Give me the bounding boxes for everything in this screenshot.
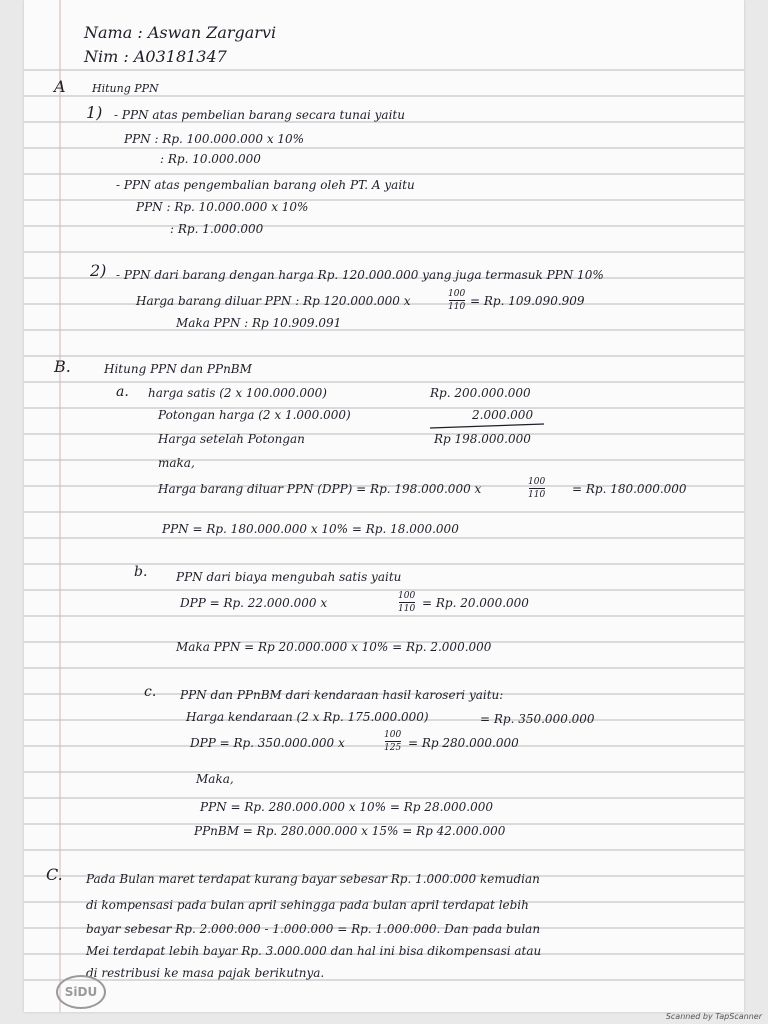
section-a-letter: A: [54, 77, 66, 96]
section-a-title: Hitung PPN: [92, 82, 159, 95]
section-b-letter: B.: [54, 357, 71, 376]
ba-dpp-left: Harga barang diluar PPN (DPP) = Rp. 198.000.000 x: [158, 482, 482, 496]
student-id: Nim : A03181347: [84, 47, 227, 66]
section-c-line1: Pada Bulan maret terdapat kurang bayar sebesar Rp. 1.000.000 kemudian: [86, 872, 540, 886]
ba-row2-value: 2.000.000: [472, 408, 534, 422]
bb-maka: Maka PPN = Rp 20.000.000 x 10% = Rp. 2.000.000: [176, 640, 492, 654]
bc-fraction-num: 100: [384, 730, 402, 740]
bb-dpp-right: = Rp. 20.000.000: [422, 596, 529, 610]
a2-number: 2): [90, 261, 107, 280]
a1-calc1: PPN : Rp. 100.000.000 x 10%: [124, 132, 305, 146]
ba-fraction-num: 100: [528, 477, 546, 487]
a2-calc-left: Harga barang diluar PPN : Rp 120.000.000 x: [136, 294, 411, 308]
bc-title: PPN dan PPnBM dari kendaraan hasil karoseri yaitu:: [180, 688, 504, 702]
ba-label: a.: [116, 384, 129, 400]
student-name: Nama : Aswan Zargarvi: [84, 23, 277, 42]
ba-fraction-den: 110: [528, 490, 546, 500]
bc-ppnbm: PPnBM = Rp. 280.000.000 x 15% = Rp 42.000.000: [194, 824, 506, 838]
ba-row1-label: harga satis (2 x 100.000.000): [148, 386, 327, 400]
a2-fraction-den: 110: [448, 302, 466, 312]
bb-title: PPN dari biaya mengubah satis yaitu: [176, 570, 402, 584]
section-b-title: Hitung PPN dan PPnBM: [104, 362, 252, 376]
ba-row2-label: Potongan harga (2 x 1.000.000): [158, 408, 351, 422]
a1-number: 1): [86, 103, 103, 122]
bb-fraction-num: 100: [398, 591, 416, 601]
a2-result: Maka PPN : Rp 10.909.091: [176, 316, 342, 330]
ba-ppn: PPN = Rp. 180.000.000 x 10% = Rp. 18.000.000: [162, 522, 459, 536]
a1-calc2: PPN : Rp. 10.000.000 x 10%: [136, 200, 309, 214]
a1-line1: - PPN atas pembelian barang secara tunai yaitu: [114, 108, 405, 122]
bb-fraction: [398, 591, 415, 614]
ba-maka: maka,: [158, 456, 195, 470]
a2-line1: - PPN dari barang dengan harga Rp. 120.000.000 yang juga termasuk PPN 10%: [116, 268, 604, 282]
ba-row1-value: Rp. 200.000.000: [430, 386, 531, 400]
section-c-line5: di restribusi ke masa pajak berikutnya.: [86, 966, 325, 980]
ba-dpp-right: = Rp. 180.000.000: [572, 482, 687, 496]
bc-label: c.: [144, 684, 157, 700]
bc-ppn: PPN = Rp. 280.000.000 x 10% = Rp 28.000.000: [200, 800, 494, 814]
bb-fraction-den: 110: [398, 604, 416, 614]
section-c-line4: Mei terdapat lebih bayar Rp. 3.000.000 dan hal ini bisa dikompensasi atau: [86, 944, 542, 958]
sidu-logo: SiDU: [56, 975, 106, 1009]
bc-maka: Maka,: [196, 772, 234, 786]
a2-calc-right: = Rp. 109.090.909: [470, 294, 585, 308]
a1-line2: - PPN atas pengembalian barang oleh PT. A yaitu: [116, 178, 415, 192]
section-c-letter: C.: [46, 865, 63, 884]
a1-result1: : Rp. 10.000.000: [160, 152, 261, 166]
a2-fraction-num: 100: [448, 289, 466, 299]
bc-fraction: [384, 730, 401, 753]
ba-fraction: [528, 477, 545, 500]
section-c-line2: di kompensasi pada bulan april sehingga pada bulan april terdapat lebih: [86, 898, 529, 912]
a1-result2: : Rp. 1.000.000: [170, 222, 264, 236]
a2-fraction: [448, 289, 465, 312]
ba-row3-value: Rp 198.000.000: [434, 432, 531, 446]
ruled-lines: [24, 0, 744, 1012]
ba-row3-label: Harga setelah Potongan: [158, 432, 305, 446]
bc-fraction-den: 125: [384, 743, 402, 753]
section-c-line3: bayar sebesar Rp. 2.000.000 - 1.000.000 = Rp. 1.000.000. Dan pada bulan: [86, 922, 541, 936]
bc-dpp-right: = Rp 280.000.000: [408, 736, 519, 750]
bb-dpp-left: DPP = Rp. 22.000.000 x: [180, 596, 328, 610]
scanner-watermark: Scanned by TapScanner: [665, 1012, 762, 1021]
bc-dpp-left: DPP = Rp. 350.000.000 x: [190, 736, 345, 750]
bc-harga-right: = Rp. 350.000.000: [480, 712, 595, 726]
notebook-page: [24, 0, 744, 1012]
bc-harga-left: Harga kendaraan (2 x Rp. 175.000.000): [186, 710, 429, 724]
bb-label: b.: [134, 564, 148, 580]
